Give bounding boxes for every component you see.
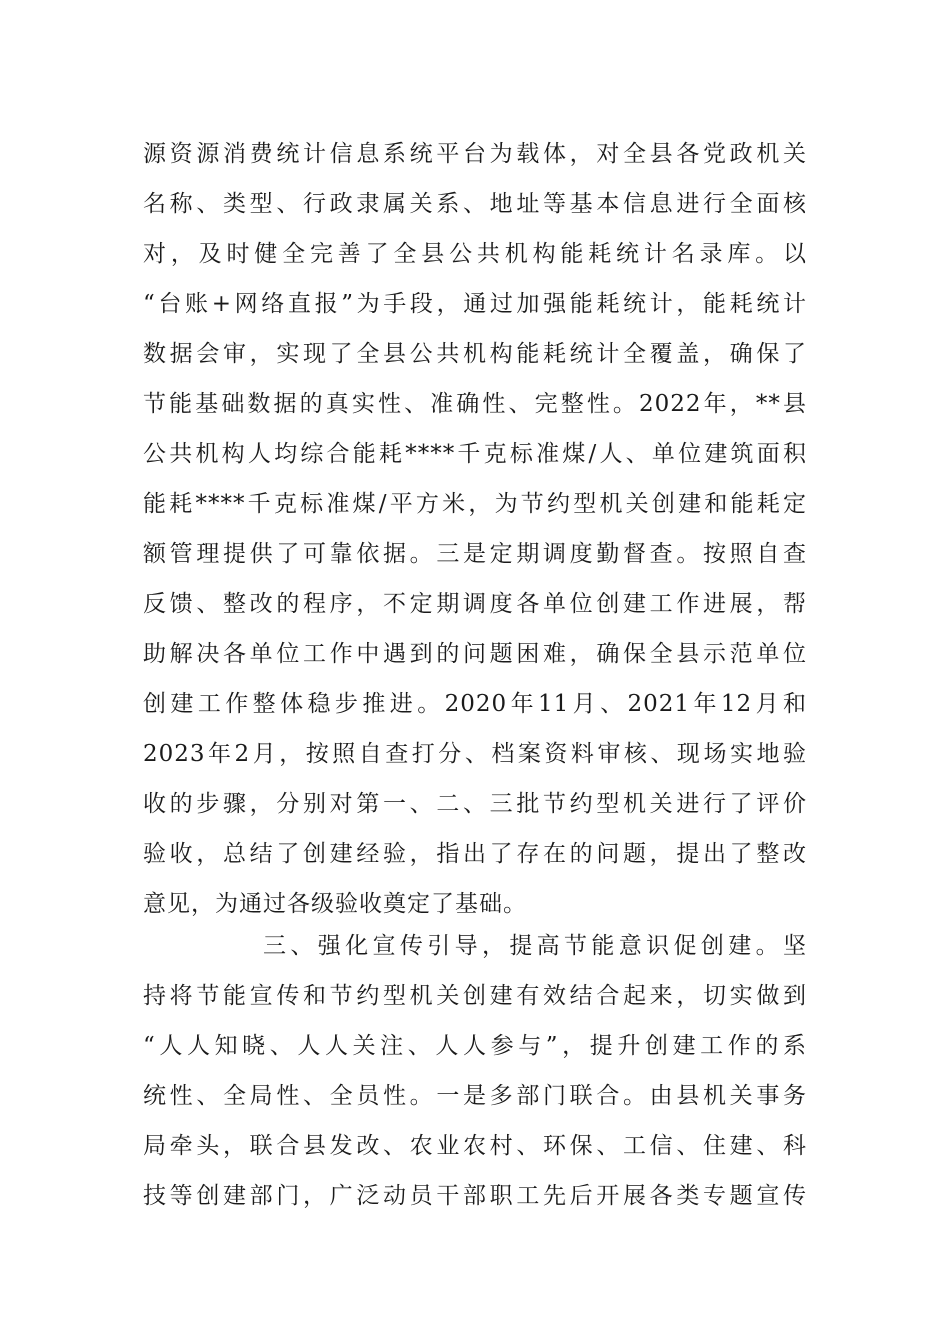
paragraph-1: [143, 129, 807, 929]
text-line: 反馈、整改的程序，不定期调度各单位创建工作进展，帮: [143, 591, 807, 617]
text-line: 能耗****千克标准煤/平方米，为节约型机关创建和能耗定: [143, 491, 807, 517]
text-line: “台账+网络直报”为手段，通过加强能耗统计，能耗统计: [143, 291, 807, 317]
text-line: 统性、全局性、全员性。一是多部门联合。由县机关事务: [143, 1083, 807, 1109]
text-line: 数据会审，实现了全县公共机构能耗统计全覆盖，确保了: [143, 341, 807, 367]
text-line: 收的步骤，分别对第一、二、三批节约型机关进行了评价: [143, 791, 807, 817]
paragraph-2: [143, 921, 807, 1221]
text-line: 技等创建部门，广泛动员干部职工先后开展各类专题宣传: [143, 1183, 807, 1209]
text-line: 局牵头，联合县发改、农业农村、环保、工信、住建、科: [143, 1133, 807, 1159]
text-line: 三、强化宣传引导，提高节能意识促创建。坚: [263, 933, 807, 959]
text-line: 2023年2月，按照自查打分、档案资料审核、现场实地验: [143, 741, 807, 767]
text-line: 验收，总结了创建经验，指出了存在的问题，提出了整改: [143, 841, 807, 867]
text-line: 对，及时健全完善了全县公共机构能耗统计名录库。以: [143, 241, 807, 267]
text-line: 名称、类型、行政隶属关系、地址等基本信息进行全面核: [143, 191, 807, 217]
text-line: 持将节能宣传和节约型机关创建有效结合起来，切实做到: [143, 983, 807, 1009]
text-line: 创建工作整体稳步推进。2020年11月、2021年12月和: [143, 691, 807, 717]
text-line: “人人知晓、人人关注、人人参与”，提升创建工作的系: [143, 1033, 807, 1059]
text-line: 公共机构人均综合能耗****千克标准煤/人、单位建筑面积: [143, 441, 807, 467]
text-line: 源资源消费统计信息系统平台为载体，对全县各党政机关: [143, 141, 807, 167]
text-line: 意见，为通过各级验收奠定了基础。: [143, 891, 527, 917]
text-line: 节能基础数据的真实性、准确性、完整性。2022年，**县: [143, 391, 807, 417]
text-line: 额管理提供了可靠依据。三是定期调度勤督查。按照自查: [143, 541, 807, 567]
text-line: 助解决各单位工作中遇到的问题困难，确保全县示范单位: [143, 641, 807, 667]
